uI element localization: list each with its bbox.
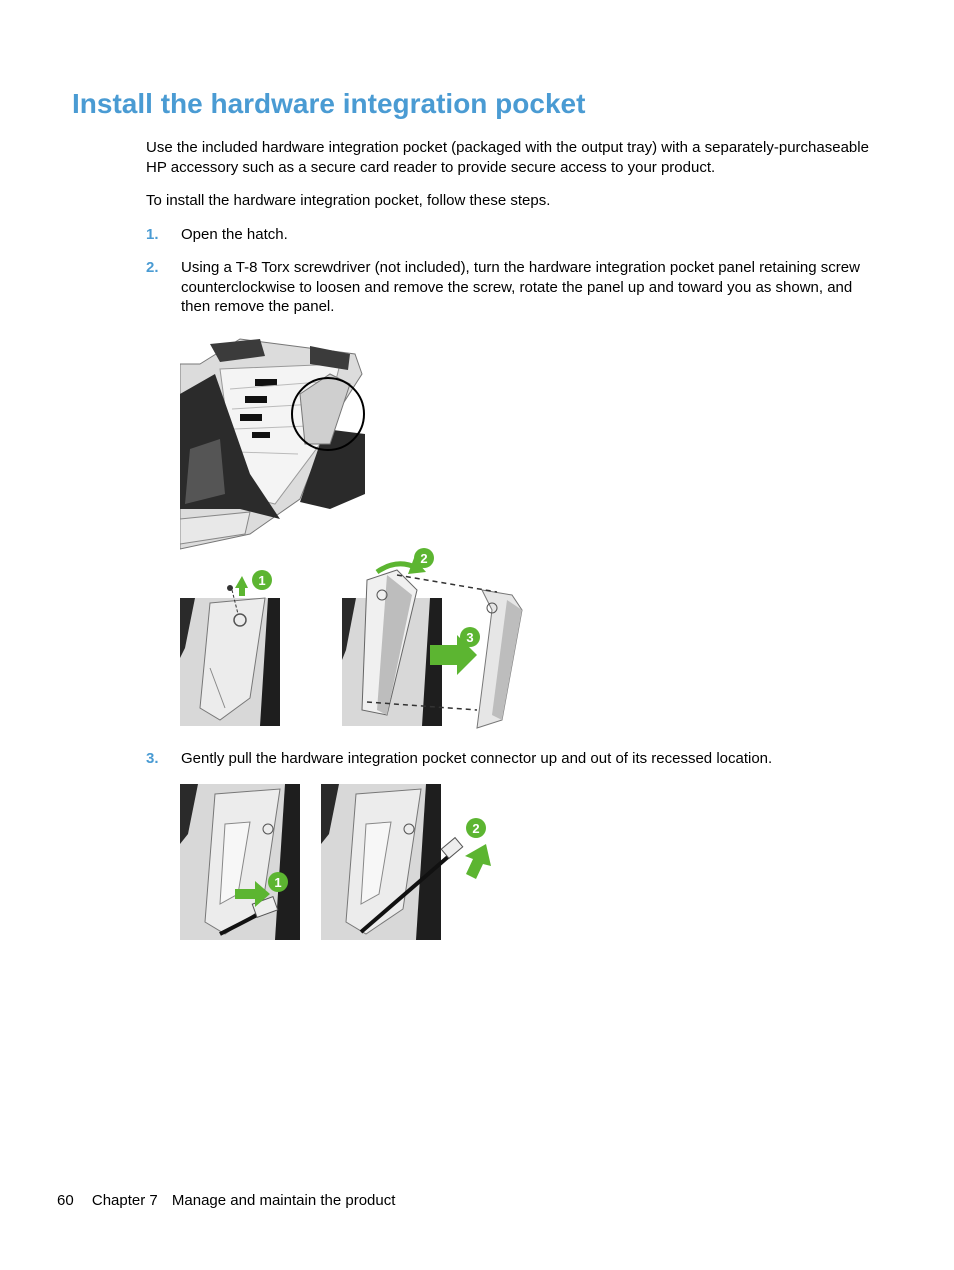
steps-intro: To install the hardware integration pocket, follow these steps.: [146, 192, 551, 209]
callout-2-label: 2: [420, 551, 428, 566]
callout-3-label: 3: [466, 630, 474, 645]
step-number: 3.: [146, 750, 159, 767]
rotate-remove-panel-illustration: [342, 540, 526, 732]
callout-1-label: 1: [274, 875, 282, 890]
step-number: 1.: [146, 226, 159, 243]
page-number: 60: [57, 1192, 74, 1209]
callout-2-label: 2: [472, 821, 480, 836]
connector-recessed-illustration: [180, 784, 302, 940]
callout-1-label: 1: [258, 573, 266, 588]
scanner-overview-illustration: [180, 334, 370, 550]
step-text: Open the hatch.: [181, 226, 288, 243]
footer-section: Manage and maintain the product: [171, 1192, 396, 1209]
page-footer: [57, 1192, 395, 1209]
intro-paragraph: Use the included hardware integration pocket (packaged with the output tray) with a separately-purchaseable HP accessory such as a secure card reader to provide secure access to your product.: [146, 139, 869, 176]
step-number: 2.: [146, 259, 159, 276]
remove-screw-illustration: [180, 568, 282, 728]
footer-chapter: Chapter 7: [91, 1192, 158, 1209]
step-text: Gently pull the hardware integration pocket connector up and out of its recessed location.: [181, 750, 773, 767]
step-text: Using a T-8 Torx screwdriver (not included), turn the hardware integration pocket panel retaining screw counterclockwise to loosen and remove the screw, rotate the panel up and toward you as shown, and then remove the panel.: [181, 259, 860, 315]
page-title: Install the hardware integration pocket: [72, 88, 586, 119]
connector-pulled-illustration: [321, 784, 493, 940]
